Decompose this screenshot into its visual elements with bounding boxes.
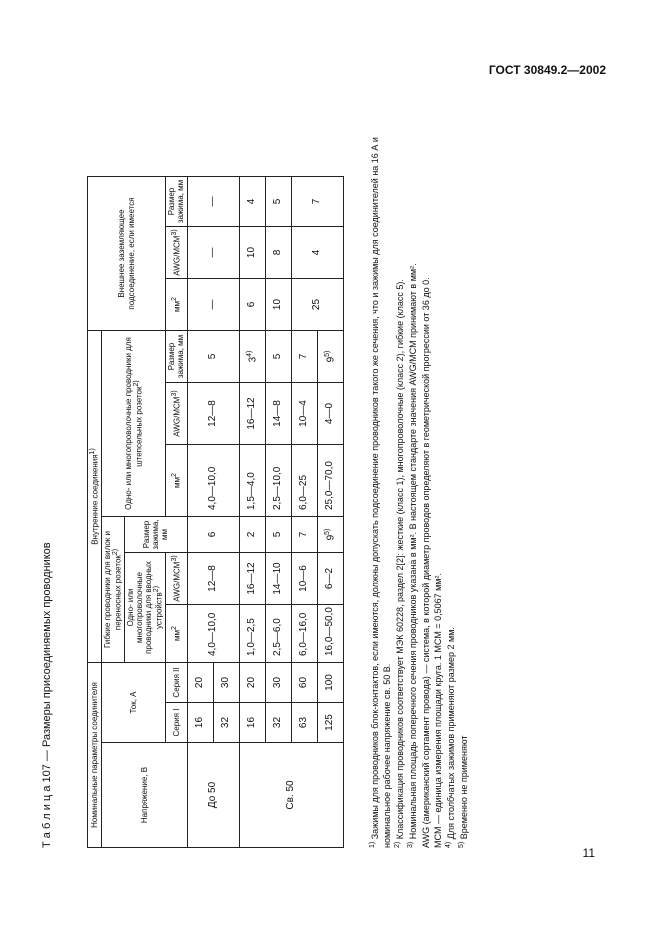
table-row: До 50 16 20 4,0—10,0 12—8 6 4,0—10,0 12—8 5 — — —	[187, 177, 213, 848]
head-series1: Серия I	[166, 703, 187, 743]
head-mm2-c: $мм^2$	[166, 279, 187, 331]
footnote: $^{3)}$ Номинальная площадь поперечного сечения проводников указана в мм². В настоящем стандарте значения AWG/MCM принимают в мм².	[407, 263, 419, 848]
head-mm2-b: $мм^2$	[166, 445, 187, 517]
table-row: 63 60 6,0—16,0 10—6 7 6,0—25 10—4 7 25 4 7	[291, 177, 317, 848]
head-series2: Серия II	[166, 663, 187, 703]
table-caption: Т а б л и ц а 107 — Размеры присоединяемых проводников	[41, 542, 53, 848]
head-awg-c: AWG/MCM$^{3)}$	[166, 227, 187, 279]
rotated-table-area	[38, 56, 638, 856]
footnote: AWG (американский сортамент провода) — система, в которой диаметр проводов определяют в геометрической прогрессии от 36 до 0.	[420, 277, 431, 848]
footnote: $^{1)}$ Зажимы для проводников блок-контактов, если имеются, должны допускать подсоединение проводников такого же сечения, что и зажимы для соединителей на 16 А и номинальное рабочее напряжение св. 50 В.	[369, 137, 393, 848]
head-internal: Внутренние соединения$^{1)}$	[88, 331, 102, 663]
head-clamp-a: Размер зажима, мм	[124, 517, 187, 553]
head-awg-a: AWG/MCM$^{3)}$	[166, 553, 187, 605]
footnote: $^{5)}$ Временно не применяют	[457, 735, 469, 848]
head-one-multi-socket: Одно- или многопроволочные проводники для штепсельных розеток$^{2)}$	[101, 331, 165, 517]
head-voltage: Напряжение, В	[101, 743, 187, 848]
table-row: 32 30	[213, 177, 239, 848]
footnote: $^{4)}$ Для столбчатых зажимов применяют размер 2 мм.	[444, 627, 456, 848]
head-one-multi-inlet: Одно- или многопроволочные проводники для вводных устройств$^{2)}$	[124, 553, 165, 663]
head-current: Ток, А	[101, 663, 165, 743]
table-row: Св. 50 16 20 1,0—2,5 16—12 2 1,5—4,0 16—12 3$^{4)}$ 6 10 4	[239, 177, 265, 848]
footnote: $^{2)}$ Классификация проводников соответствует МЭК 60228, раздел 2[2]: жесткие (класс 1), многопроволочные (класс 2), гибкие (класс 5).	[394, 279, 406, 848]
head-clamp-c: Размер зажима, мм	[166, 177, 187, 227]
footnotes	[368, 98, 470, 848]
table-row: 32 30 2,5—6,0 14—10 5 2,5—10,0 14—8 5 10 8 5	[265, 177, 291, 848]
head-mm2-a: $мм^2$	[166, 605, 187, 663]
head-awg-b: AWG/MCM$^{3)}$	[166, 383, 187, 445]
standard-number: ГОСТ 30849.2—2002	[488, 63, 606, 77]
head-external: Внешнее заземляющее подсоединение, если имеется	[88, 177, 166, 331]
footnote: MCM — единица измерения площади круга. 1 MCM = 0,5067 мм².	[432, 573, 443, 848]
page-number: 11	[582, 846, 595, 860]
head-clamp-b: Размер зажима, мм	[166, 331, 187, 383]
conductor-sizes-table	[87, 176, 344, 848]
table-row: 125 100 16,0—50,0 6—2 9$^{5)}$ 25,0—70,0 4—0 9$^{5)}$	[317, 177, 343, 848]
head-flex: Гибкие проводники для вилок и переносных розеток$^{2)}$	[101, 517, 124, 663]
head-nominal: Номинальные параметры соединителя	[88, 663, 102, 848]
